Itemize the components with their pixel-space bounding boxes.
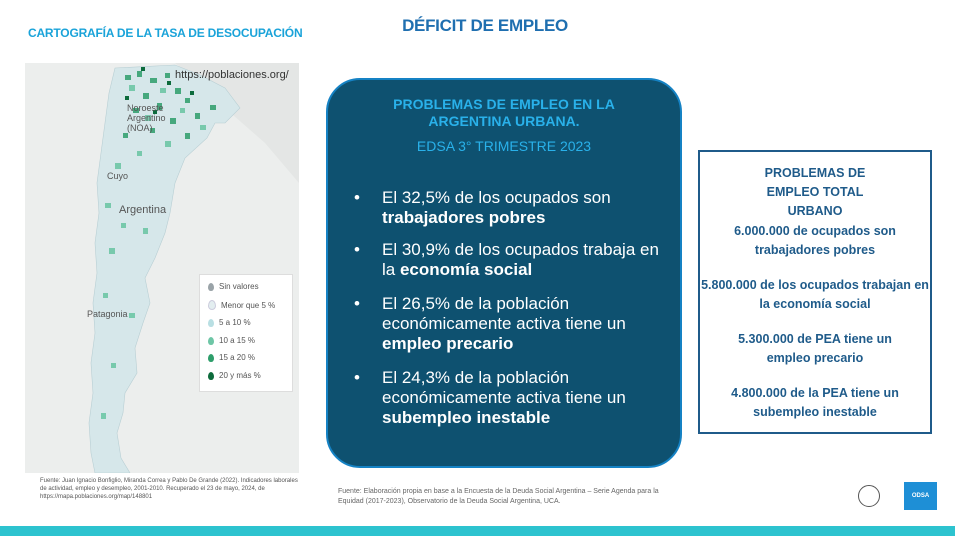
legend-label: 10 a 15 % (219, 336, 256, 345)
legend-item (208, 282, 259, 291)
odsa-logo: ODSA (904, 482, 937, 510)
bullet-bold: subempleo inestable (382, 408, 551, 427)
bullet-item (354, 188, 672, 228)
bullet-text: El 32,5% de los ocupados son (382, 188, 611, 207)
bullet-item (354, 240, 672, 280)
map-legend (199, 274, 293, 392)
map-label-noa: Noroeste Argentino (NOA) (127, 103, 166, 133)
right-box-item: 6.000.000 de ocupados son trabajadores pobres (734, 224, 896, 257)
data-source-note: Fuente: Elaboración propia en base a la Encuesta de la Deuda Social Argentina – Serie Agenda para la Equidad (2017-2023), Observatorio de la Deuda Social Argentina, UCA. (338, 488, 659, 505)
bullet-text: El 26,5% de la población económicamente activa tiene un (382, 294, 626, 333)
legend-item (208, 336, 255, 345)
legend-item (208, 353, 255, 362)
legend-item (208, 300, 275, 310)
legend-label: 20 y más % (219, 371, 261, 380)
uca-seal-icon (858, 485, 880, 507)
legend-label: Sin valores (219, 282, 259, 291)
drop-icon (208, 372, 214, 380)
map-source-note: Fuente: Juan Ignacio Bonfiglio, Miranda Correa y Pablo De Grande (2022). Indicadores laborales de actividad, empleo y desempleo, 2001-2010. Recuperado el 23 de mayo, 2024, de https://mapa.poblaciones.org/map/148801 (40, 478, 298, 500)
slide-title: DÉFICIT DE EMPLEO (402, 16, 568, 35)
bullet-text: El 30,9% de los ocupados trabaja en la (382, 240, 659, 279)
box-title-line: PROBLEMAS DE EMPLEO EN LA (393, 96, 615, 112)
right-box-item: 4.800.000 de la PEA tiene un subempleo inestable (731, 386, 899, 419)
drop-icon (208, 337, 214, 345)
bullet-dot-icon: • (354, 240, 360, 259)
legend-label: 15 a 20 % (219, 353, 256, 362)
bullet-dot-icon: • (354, 294, 360, 313)
map-section-title: CARTOGRAFÍA DE LA TASA DE DESOCUPACIÓN (28, 26, 303, 40)
footer-bar (0, 526, 955, 536)
box-title (328, 96, 680, 130)
bullet-bold: trabajadores pobres (382, 208, 546, 227)
map-label-cuyo: Cuyo (107, 171, 129, 181)
employment-problems-box (326, 78, 682, 468)
drop-icon (208, 300, 216, 310)
drop-icon (208, 354, 214, 362)
bullet-item (354, 368, 672, 428)
right-box-item: 5.300.000 de PEA tiene un empleo precario (738, 332, 892, 365)
unemployment-map[interactable] (25, 63, 299, 473)
bullet-dot-icon: • (354, 188, 360, 207)
map-label-argentina: Argentina (119, 204, 167, 216)
map-source-url[interactable]: https://poblaciones.org/ (175, 69, 289, 81)
box-title-line: ARGENTINA URBANA. (428, 113, 580, 129)
box-subtitle: EDSA 3° TRIMESTRE 2023 (416, 138, 592, 154)
bullet-text: El 24,3% de la población económicamente activa tiene un (382, 368, 626, 407)
legend-label: Menor que 5 % (221, 300, 276, 310)
legend-label: 5 a 10 % (219, 318, 251, 327)
drop-icon (208, 283, 214, 291)
right-box-title: PROBLEMAS DE EMPLEO TOTAL URBANO (764, 166, 866, 218)
legend-item (208, 318, 251, 327)
map-label-patagonia: Patagonia (87, 309, 128, 319)
drop-icon (208, 319, 214, 327)
bullet-bold: economía social (399, 260, 533, 279)
legend-item (208, 371, 261, 380)
right-box-item: 5.800.000 de los ocupados trabajan en la economía social (701, 278, 929, 311)
bullet-dot-icon: • (354, 368, 360, 387)
bullet-bold: empleo precario (382, 334, 514, 353)
urban-total-box (698, 150, 932, 434)
bullet-item (354, 294, 672, 354)
